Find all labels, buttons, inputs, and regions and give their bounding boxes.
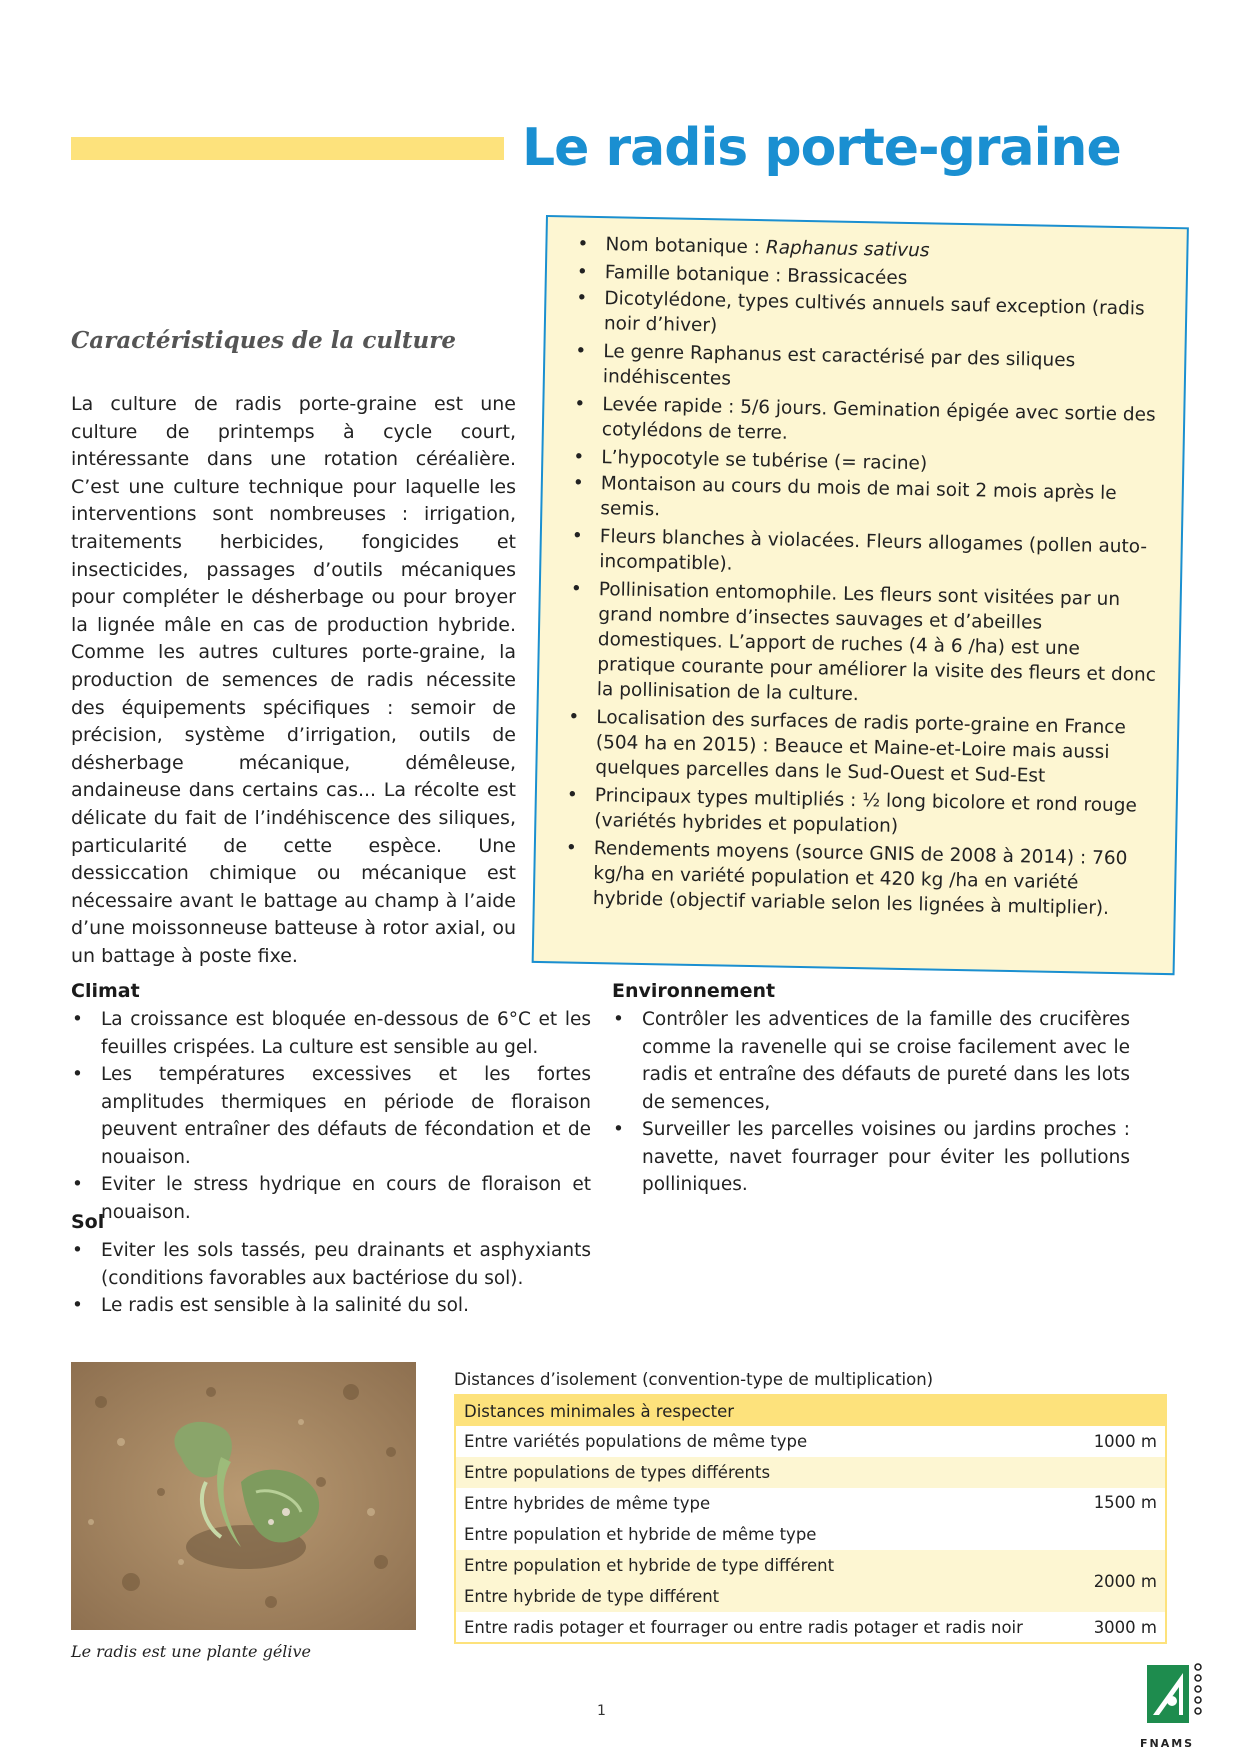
info-box bbox=[532, 215, 1189, 975]
info-item: • Rendements moyens (source GNIS de 2008 à 2014) : 760 kg/ha en variété population et 420 kg /ha en variété hybride (objectif variable selon les lignées à multiplier). bbox=[561, 835, 1155, 921]
table-row bbox=[455, 1581, 1166, 1612]
info-item: • Le genre Raphanus est caractérisé par des siliques indéhiscentes bbox=[571, 339, 1165, 400]
table-row bbox=[455, 1519, 1166, 1550]
table-row bbox=[455, 1612, 1166, 1643]
environnement-item: • Contrôler les adventices de la famille des crucifères comme la ravenelle qui se croise facilement avec le radis et entraîne des défauts de pureté dans les lots de semences, bbox=[612, 1006, 1130, 1116]
table-cell-value: 2000 m bbox=[1076, 1550, 1166, 1612]
botanical-name: Raphanus sativus bbox=[765, 237, 930, 262]
table-cell-value: 1500 m bbox=[1093, 1493, 1157, 1512]
environnement-item: • Surveiller les parcelles voisines ou jardins proches : navette, navet fourrager pour éviter les pollutions polliniques. bbox=[612, 1116, 1130, 1199]
climat-title: Climat bbox=[71, 980, 140, 1002]
table-header: Distances minimales à respecter bbox=[455, 1395, 1166, 1426]
sol-section bbox=[71, 1211, 591, 1320]
info-item: • Montaison au cours du mois de mai soit 2 mois après le semis. bbox=[568, 470, 1162, 531]
page-number: 1 bbox=[597, 1703, 606, 1719]
table-cell-value: 3000 m bbox=[1093, 1617, 1157, 1637]
climat-section bbox=[71, 980, 591, 1226]
table-cell-value: 1000 m bbox=[1093, 1432, 1157, 1451]
page-title: Le radis porte-graine bbox=[522, 118, 1121, 178]
table-row bbox=[455, 1426, 1166, 1457]
table-title: Distances d’isolement (convention-type de multiplication) bbox=[454, 1370, 934, 1389]
info-item: • L’hypocotyle se tubérise (= racine) bbox=[569, 444, 1162, 480]
table-cell-label: Entre hybride de type différent bbox=[455, 1581, 1076, 1612]
environnement-section bbox=[612, 980, 1130, 1199]
table-cell-label: Entre hybrides de même type bbox=[464, 1494, 711, 1513]
sol-item: • Le radis est sensible à la salinité du sol. bbox=[71, 1292, 591, 1320]
info-item: • Pollinisation entomophile. Les fleurs sont visitées par un grand nombre d’insectes sauvages et d’abeilles domestiques. L’apport de ruches (4 à 6 /ha) est une pratique courante pour améliorer la visite des fleurs et donc la pollinisation de la culture. bbox=[565, 576, 1160, 712]
table-row bbox=[455, 1488, 1166, 1519]
table-cell-label: Entre variétés populations de même type bbox=[464, 1432, 808, 1451]
radish-seedling-photo bbox=[71, 1362, 416, 1630]
sol-item: • Eviter les sols tassés, peu drainants et asphyxiants (conditions favorables aux bactériose du sol). bbox=[71, 1237, 591, 1292]
table-row bbox=[455, 1550, 1166, 1581]
info-list bbox=[561, 232, 1167, 922]
environnement-title: Environnement bbox=[612, 980, 776, 1002]
intro-paragraph: La culture de radis porte-graine est une culture de printemps à cycle court, intéressante dans une rotation céréalière. C’est une culture technique pour laquelle les interventions sont nombreuses : irrigation, traitements herbicides, fongicides et insecticides, passages d’outils mécaniques pour compléter le désherbage ou pour broyer la lignée mâle en cas de production hybride. Comme les autres cultures porte-graine, la production de semences de radis nécessite des équipements spécifiques : semoir de précision, système d’irrigation, outils de désherbage mécanique, démêleuse, andaineuse dans certains cas... La récolte est délicate du fait de l’indéhiscence des siliques, particularité de cette espèce. Une dessiccation chimique ou mécanique est nécessaire avant le battage au champ à l’aide d’une moissonneuse batteuse à rotor axial, ou un battage à poste fixe. bbox=[71, 393, 516, 967]
logo-text: FNAMS bbox=[1140, 1737, 1195, 1750]
table-cell-label: Entre population et hybride de type différent bbox=[455, 1550, 1076, 1581]
photo-caption: Le radis est une plante gélive bbox=[71, 1642, 312, 1661]
climat-item: • La croissance est bloquée en-dessous de 6°C et les feuilles crispées. La culture est sensible au gel. bbox=[71, 1006, 591, 1061]
table-cell-label: Entre radis potager et fourrager ou entre radis potager et radis noir bbox=[464, 1617, 1023, 1637]
botanical-name-label: Nom botanique : bbox=[605, 234, 767, 259]
isolation-distances-table bbox=[454, 1394, 1167, 1644]
table-row bbox=[455, 1457, 1166, 1488]
fnams-logo-icon bbox=[1145, 1657, 1205, 1735]
climat-item: • Les températures excessives et les fortes amplitudes thermiques en période de floraison peuvent entraîner des défauts de fécondation et de nouaison. bbox=[71, 1061, 591, 1171]
info-item: • Famille botanique : Brassicacées bbox=[573, 260, 1166, 296]
climat-item: • Eviter le stress hydrique en cours de floraison et nouaison. bbox=[71, 1171, 591, 1226]
table-cell-label: Entre population et hybride de même type bbox=[464, 1525, 817, 1544]
info-item: • Dicotylédone, types cultivés annuels sauf exception (radis noir d’hiver) bbox=[572, 286, 1166, 347]
table-cell-label: Entre populations de types différents bbox=[455, 1457, 1076, 1488]
title-accent-bar bbox=[71, 137, 504, 160]
info-item: • Localisation des surfaces de radis porte-graine en France (504 ha en 2015) : Beauce et Maine-et-Loire mais aussi quelques parcelles dans le Sud-Ouest et Sud-Est bbox=[563, 704, 1157, 790]
info-item: • Fleurs blanches à violacées. Fleurs allogames (pollen auto-incompatible). bbox=[567, 523, 1161, 584]
info-item: • Principaux types multipliés : ½ long bicolore et rond rouge (variétés hybrides et population) bbox=[562, 782, 1156, 843]
table-cell-empty bbox=[1076, 1457, 1166, 1488]
info-item: • Levée rapide : 5/6 jours. Gemination épigée avec sortie des cotylédons de terre. bbox=[570, 392, 1164, 453]
section-title: Caractéristiques de la culture bbox=[71, 327, 456, 354]
sol-title: Sol bbox=[71, 1211, 105, 1233]
table-header-row bbox=[455, 1395, 1166, 1426]
